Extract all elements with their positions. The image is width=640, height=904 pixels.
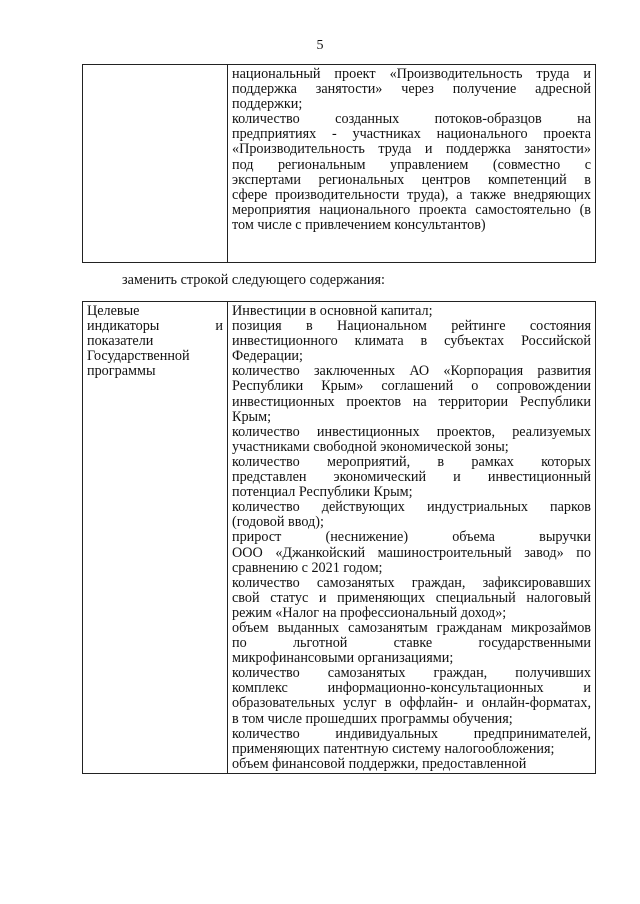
- text-line: участниками свободной экономической зоны;: [232, 438, 509, 455]
- text-line: программы: [87, 363, 156, 380]
- text-line: Государственной: [87, 348, 190, 365]
- text-line: потенциал Республики Крым;: [232, 484, 413, 501]
- text-line: образовательных услуг в оффлайн- и онлайн-форматах,: [232, 695, 591, 712]
- text-line: «Производительность труда и поддержка занятости»: [232, 141, 591, 158]
- text-line: объем выданных самозанятым гражданам микрозаймов: [232, 619, 591, 636]
- text-line: Целевые: [87, 303, 140, 319]
- text-line: предприятиях - участниках национального проекта: [232, 126, 591, 143]
- text-line: прирост (неснижение) объема выручки: [232, 529, 591, 546]
- text-line: том числе с привлечением консультантов): [232, 216, 486, 233]
- left-cell: [83, 302, 228, 774]
- text-line: поддержка занятости» через получение адресной: [232, 81, 591, 98]
- right-cell: [228, 65, 596, 263]
- row-header: [87, 304, 223, 379]
- text-line: экспертами региональных центров компетенций в: [232, 171, 591, 188]
- text-line: применяющих патентную систему налогообложения;: [232, 740, 555, 757]
- text-line: количество самозанятых граждан, зафиксировавших: [232, 574, 591, 591]
- text-line: представлен экономический и инвестиционный: [232, 469, 591, 486]
- text-line: комплекс информационно-консультационных и: [232, 680, 591, 697]
- text-line: количество действующих индустриальных парков: [232, 499, 591, 516]
- text-line: мероприятия национального проекта самостоятельно (в: [232, 201, 591, 218]
- text-line: количество самозанятых граждан, получивших: [232, 665, 591, 682]
- text-line: сравнению с 2021 годом;: [232, 559, 383, 576]
- text-line: национальный проект «Производительность труда и: [232, 66, 591, 82]
- left-cell: [83, 65, 228, 263]
- text-line: инвестиционного климата в субъектах Российской: [232, 333, 591, 350]
- indicator-list: [232, 304, 591, 772]
- continuation-table: [82, 64, 596, 263]
- text-line: Крым;: [232, 408, 272, 425]
- text-line: позиция в Национальном рейтинге состояния: [232, 318, 591, 335]
- text-line: индикаторы и: [87, 318, 223, 335]
- text-line: режим «Налог на профессиональный доход»;: [232, 604, 507, 621]
- text-line: в том числе прошедших программы обучения;: [232, 710, 513, 727]
- text-line: сфере производительности труда), а также внедряющих: [232, 186, 591, 203]
- text-line: свой статус и применяющих специальный налоговый: [232, 589, 591, 606]
- text-line: микрофинансовыми организациями;: [232, 650, 454, 667]
- text-line: количество мероприятий, в рамках которых: [232, 453, 591, 470]
- table-row: [83, 302, 596, 774]
- page-number: 5: [316, 38, 324, 53]
- text-line: Федерации;: [232, 348, 303, 365]
- text-line: показатели: [87, 333, 154, 350]
- text-line: ООО «Джанкойский машиностроительный завод» по: [232, 544, 591, 561]
- table-row: [83, 65, 596, 263]
- replacement-caption: заменить строкой следующего содержания:: [122, 272, 385, 288]
- text-line: Инвестиции в основной капитал;: [232, 303, 433, 319]
- text-line: количество инвестиционных проектов, реализуемых: [232, 423, 591, 440]
- text-line: количество созданных потоков-образцов на: [232, 111, 591, 128]
- indicator-text: [232, 67, 591, 233]
- replacement-table: [82, 301, 596, 774]
- right-cell: [228, 302, 596, 774]
- text-line: под региональным управлением (совместно с: [232, 156, 591, 173]
- text-line: Республики Крым» соглашений о сопровождении: [232, 378, 591, 395]
- text-line: по льготной ставке государственными: [232, 635, 591, 652]
- text-line: количество индивидуальных предпринимателей,: [232, 725, 591, 742]
- text-line: инвестиционных проектов на территории Республики: [232, 393, 591, 410]
- text-line: (годовой ввод);: [232, 514, 324, 531]
- text-line: количество заключенных АО «Корпорация развития: [232, 363, 591, 380]
- text-line: объем финансовой поддержки, предоставленной: [232, 755, 527, 772]
- text-line: поддержки;: [232, 96, 303, 113]
